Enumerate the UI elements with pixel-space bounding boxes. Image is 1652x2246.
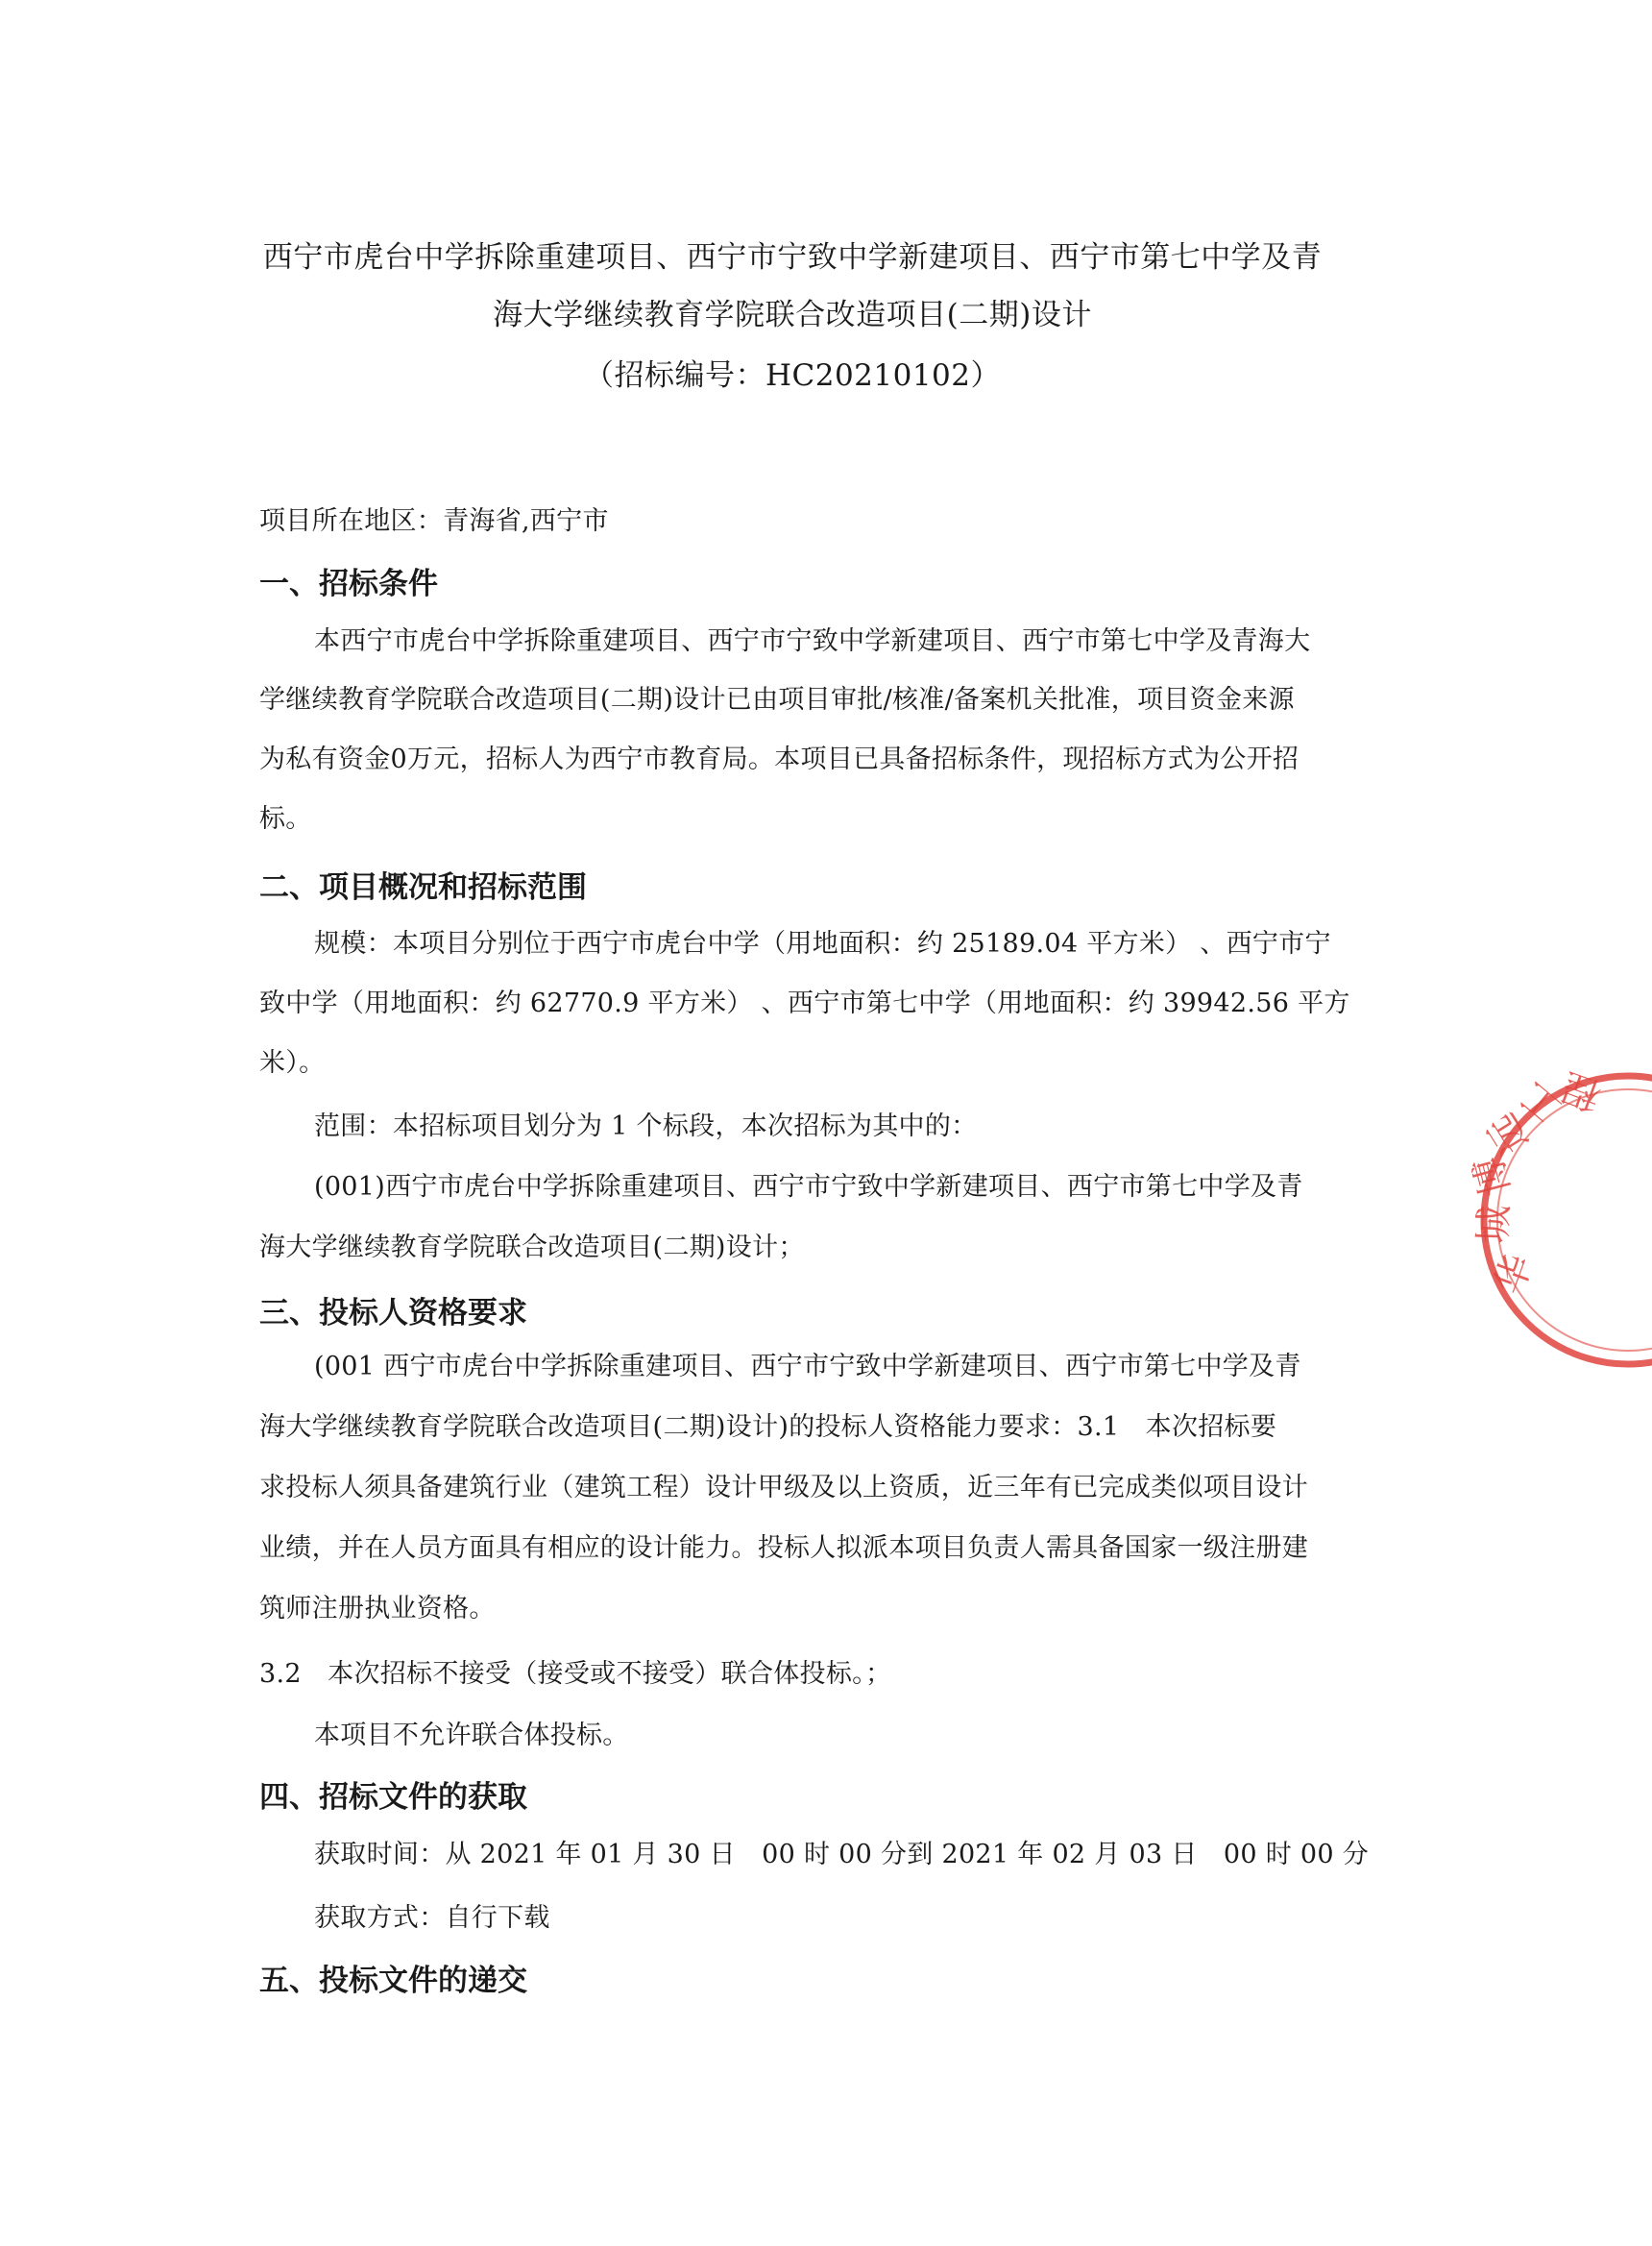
section-heading-2: 二、项目概况和招标范围: [259, 870, 587, 905]
section4-line: 获取时间：从 2021 年 01 月 30 日 00 时 00 分到 2021 年 02 月 03 日 00 时 00 分: [314, 1840, 1370, 1869]
section-heading-5: 五、投标文件的递交: [259, 1964, 527, 1998]
section2-line: (001)西宁市虎台中学拆除重建项目、西宁市宁致中学新建项目、西宁市第七中学及青: [314, 1172, 1303, 1202]
section2-line: 米）。: [259, 1048, 326, 1078]
section3-line: 业绩，并在人员方面具有相应的设计能力。投标人拟派本项目负责人需具备国家一级注册建: [259, 1533, 1308, 1563]
document-title-line2: 海大学继续教育学院联合改造项目(二期)设计: [493, 298, 1092, 332]
section4-line: 获取方式：自行下载: [314, 1903, 550, 1933]
section3-line: 海大学继续教育学院联合改造项目(二期)设计)的投标人资格能力要求：3.1 本次招标要: [259, 1412, 1277, 1442]
svg-text:工: 工: [1512, 1072, 1570, 1132]
section2-line: 海大学继续教育学院联合改造项目(二期)设计；: [259, 1233, 805, 1262]
section3-line: 筑师注册执业资格。: [259, 1594, 496, 1623]
section3-line: 3.2 本次招标不接受（接受或不接受）联合体投标。；: [259, 1659, 892, 1689]
section-heading-3: 三、投标人资格要求: [259, 1296, 527, 1331]
svg-text:程: 程: [1556, 1062, 1608, 1118]
svg-text:博: 博: [1466, 1151, 1519, 1201]
section3-line: 求投标人须具备建筑行业（建筑工程）设计甲级及以上资质，近三年有已完成类似项目设计: [259, 1473, 1308, 1502]
svg-text:城: 城: [1471, 1204, 1518, 1245]
section2-line: 规模：本项目分别位于西宁市虎台中学（用地面积：约 25189.04 平方米） 、西宁市宁: [314, 929, 1331, 959]
company-seal: [1460, 1057, 1652, 1383]
section1-line: 学继续教育学院联合改造项目(二期)设计已由项目审批/核准/备案机关批准，项目资金来源: [259, 685, 1295, 715]
section-heading-4: 四、招标文件的获取: [259, 1780, 527, 1815]
section2-line: 范围：本招标项目划分为 1 个标段，本次招标为其中的：: [314, 1111, 978, 1141]
section-heading-1: 一、招标条件: [259, 567, 438, 601]
document-title-line1: 西宁市虎台中学拆除重建项目、西宁市宁致中学新建项目、西宁市第七中学及青: [262, 240, 1323, 275]
tender-number: （招标编号：HC20210102）: [583, 358, 1002, 393]
project-location: 项目所在地区：青海省,西宁市: [259, 506, 609, 536]
section2-line: 致中学（用地面积：约 62770.9 平方米） 、西宁市第七中学（用地面积：约 39942.56 平方: [259, 989, 1350, 1018]
section1-line: 为私有资金0万元，招标人为西宁市教育局。本项目已具备招标条件，现招标方式为公开招: [259, 745, 1300, 774]
section3-line: (001 西宁市虎台中学拆除重建项目、西宁市宁致中学新建项目、西宁市第七中学及青: [314, 1352, 1301, 1381]
svg-text:华: 华: [1487, 1249, 1543, 1301]
section1-line: 标。: [259, 804, 312, 834]
section1-line: 本西宁市虎台中学拆除重建项目、西宁市宁致中学新建项目、西宁市第七中学及青海大: [314, 626, 1311, 656]
svg-text:远: 远: [1479, 1105, 1538, 1162]
section3-line: 本项目不允许联合体投标。: [314, 1721, 629, 1750]
